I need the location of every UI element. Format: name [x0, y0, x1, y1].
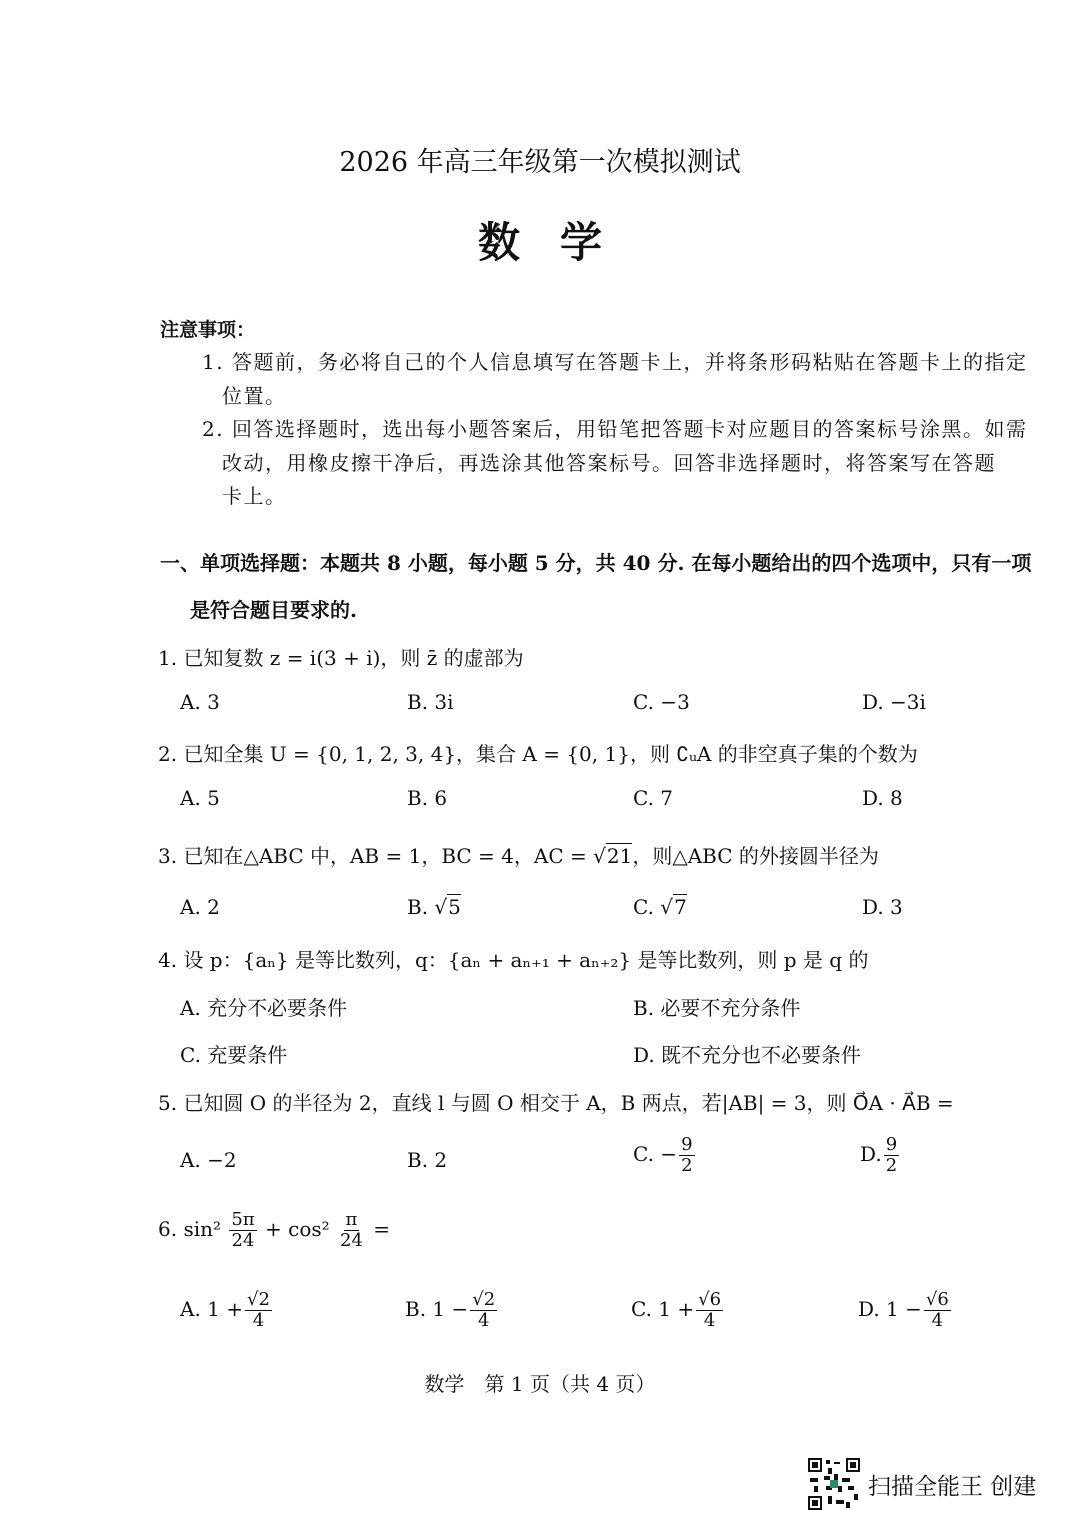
q2-option-d: D. 8	[862, 786, 903, 810]
q6-stem-pre: 6. sin²	[158, 1216, 228, 1241]
q6-b-pre: B. 1 −	[405, 1296, 469, 1321]
q3-b-radicand: 5	[448, 895, 461, 919]
q1-option-d: D. −3i	[862, 690, 926, 714]
notice-heading: 注意事项：	[160, 319, 256, 341]
question-2-stem: 2. 已知全集 U = {0, 1, 2, 3, 4}，集合 A = {0, 1}，则 ∁ᵤA 的非空真子集的个数为	[158, 742, 918, 766]
q6-f1-denominator: 24	[231, 1229, 255, 1251]
q5-option-b: B. 2	[407, 1148, 448, 1172]
notice-line: 卡上。	[222, 484, 287, 508]
q5-c-numerator: 9	[681, 1134, 693, 1155]
section-heading: 一、单项选择题：本题共 8 小题，每小题 5 分，共 40 分. 在每小题给出的四个选项中，只有一项	[160, 551, 1032, 575]
q6-a-fraction	[245, 1290, 272, 1331]
q5-d-pre: D.	[860, 1141, 882, 1166]
q1-option-b: B. 3i	[407, 690, 454, 714]
notice-line: 改动，用橡皮擦干净后，再选涂其他答案标号。回答非选择题时，将答案写在答题	[222, 451, 996, 475]
q6-stem-mid: + cos²	[258, 1216, 337, 1241]
question-3-stem	[158, 840, 879, 869]
q2-option-b: B. 6	[407, 786, 448, 810]
q6-option-b	[405, 1290, 499, 1331]
q3-option-d: D. 3	[862, 895, 903, 919]
q6-a-denominator: 4	[252, 1309, 265, 1331]
q5-c-fraction	[679, 1135, 694, 1176]
q3-c-radicand: 7	[674, 895, 687, 919]
notice-line: 2. 回答选择题时，选出每小题答案后，用铅笔把答题卡对应题目的答案标号涂黑。如需	[202, 417, 1028, 441]
notice-line: 位置。	[222, 384, 287, 408]
notice-line: 1. 答题前，务必将自己的个人信息填写在答题卡上，并将条形码粘贴在答题卡上的指定	[202, 350, 1028, 374]
question-6-stem	[158, 1210, 390, 1251]
q6-f2-denominator: 24	[340, 1229, 363, 1251]
question-1-stem: 1. 已知复数 z = i(3 + i)，则 z̄ 的虚部为	[158, 646, 524, 670]
q3-b-pre: B. √	[407, 895, 448, 919]
q5-c-pre: C. −	[633, 1141, 678, 1166]
q4-option-a: A. 充分不必要条件	[180, 996, 348, 1020]
q6-d-denominator: 4	[931, 1309, 944, 1331]
q6-fraction-2	[338, 1210, 365, 1251]
q1-option-c: C. −3	[633, 690, 690, 714]
q6-option-d	[858, 1290, 953, 1331]
q6-f2-numerator: π	[345, 1209, 358, 1230]
q6-a-numerator: √2	[247, 1289, 270, 1310]
q6-b-numerator: √2	[472, 1289, 496, 1310]
q4-option-d: D. 既不充分也不必要条件	[633, 1043, 862, 1067]
question-5-stem: 5. 已知圆 O 的半径为 2，直线 l 与圆 O 相交于 A，B 两点，若|AB| = 3，则 O⃗A · A⃗B =	[158, 1091, 954, 1115]
q5-option-a: A. −2	[180, 1148, 237, 1172]
q3-radicand: 21	[606, 844, 633, 868]
q6-d-numerator: √6	[925, 1289, 949, 1310]
q3-stem-pre: 3. 已知在△ABC 中，AB = 1，BC = 4，AC = √	[158, 844, 606, 868]
scanner-watermark: 扫描全能王 创建	[868, 1474, 1037, 1500]
q5-option-d	[860, 1135, 901, 1176]
q6-d-fraction	[924, 1290, 951, 1331]
q5-option-c	[633, 1135, 697, 1176]
q2-option-c: C. 7	[633, 786, 674, 810]
q6-b-fraction	[470, 1290, 497, 1331]
q6-fraction-1	[229, 1210, 256, 1251]
q2-option-a: A. 5	[180, 786, 220, 810]
q6-option-c	[631, 1290, 725, 1331]
q6-a-pre: A. 1 +	[180, 1296, 243, 1321]
q3-option-a: A. 2	[180, 895, 220, 919]
q5-d-denominator: 2	[885, 1154, 898, 1176]
q5-d-numerator: 9	[885, 1134, 898, 1155]
q6-option-a	[180, 1290, 274, 1331]
qr-code-icon	[808, 1458, 860, 1510]
question-4-stem: 4. 设 p：{aₙ} 是等比数列，q：{aₙ + aₙ₊₁ + aₙ₊₂} 是等比数列，则 p 是 q 的	[158, 948, 869, 972]
q6-c-fraction	[696, 1290, 723, 1331]
q3-stem-post: ，则△ABC 的外接圆半径为	[632, 844, 879, 868]
q6-c-denominator: 4	[703, 1309, 716, 1331]
q3-c-pre: C. √	[633, 895, 674, 919]
q6-d-pre: D. 1 −	[858, 1296, 922, 1321]
section-heading-cont: 是符合题目要求的.	[190, 598, 357, 622]
page-footer: 数学 第 1 页（共 4 页）	[424, 1372, 656, 1396]
q1-option-a: A. 3	[180, 690, 220, 714]
q3-option-b	[407, 895, 461, 919]
exam-title: 2026 年高三年级第一次模拟测试	[339, 147, 741, 178]
q6-b-denominator: 4	[478, 1309, 490, 1331]
q5-c-denominator: 2	[681, 1154, 693, 1176]
q3-option-c	[633, 895, 687, 919]
q5-d-fraction	[884, 1135, 899, 1176]
q6-stem-post: =	[366, 1216, 391, 1241]
q4-option-c: C. 充要条件	[180, 1043, 288, 1067]
q6-c-pre: C. 1 +	[631, 1296, 695, 1321]
subject-title: 数学	[477, 218, 642, 267]
q6-f1-numerator: 5π	[231, 1209, 255, 1230]
q6-c-numerator: √6	[698, 1289, 722, 1310]
q4-option-b: B. 必要不充分条件	[633, 996, 801, 1020]
